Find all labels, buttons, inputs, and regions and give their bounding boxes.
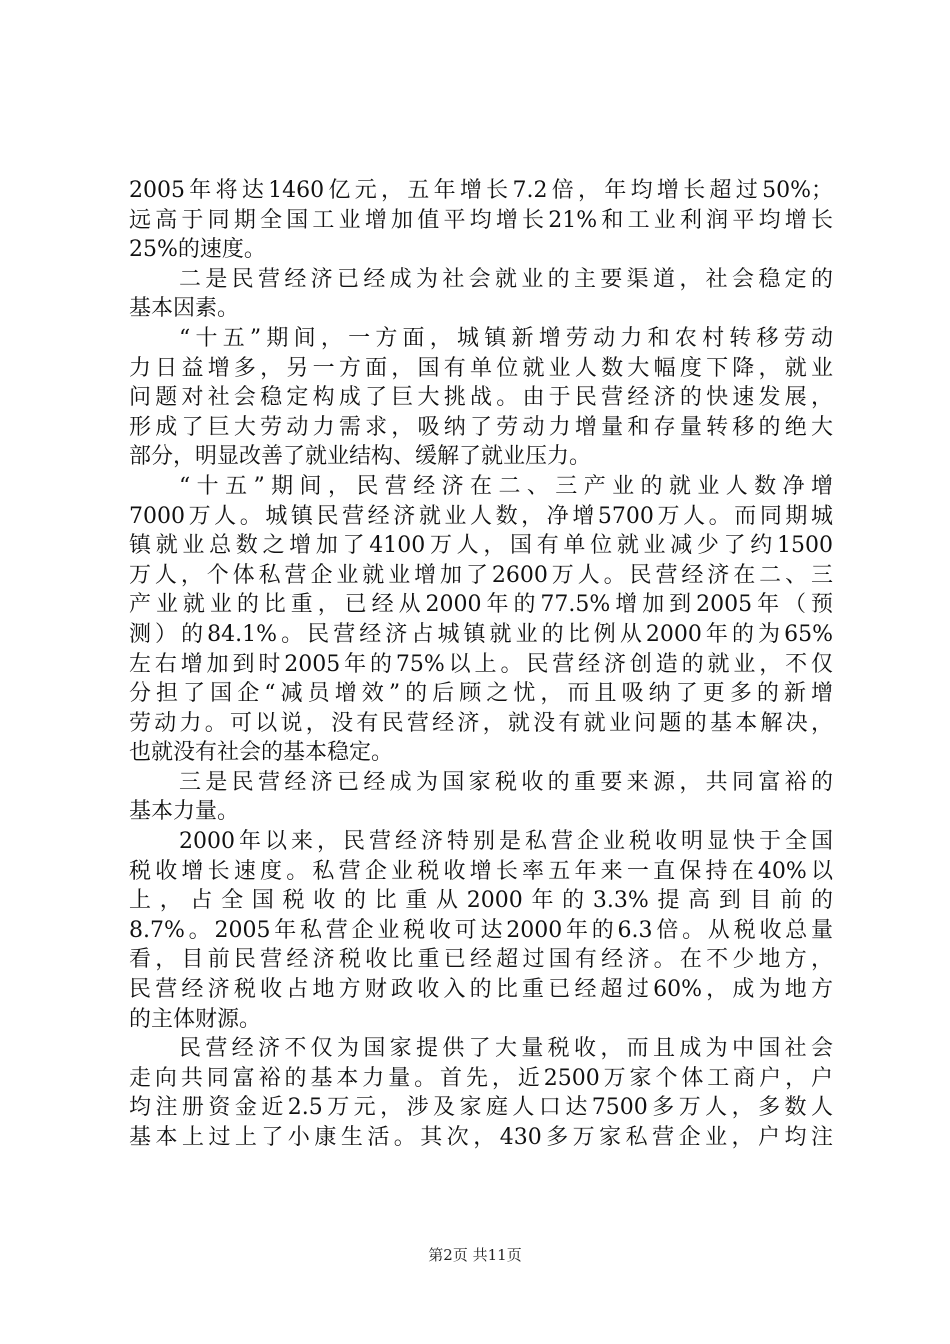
- text-line: 劳动力。可以说，没有民营经济，就没有就业问题的基本解决，: [129, 710, 833, 736]
- text-line: 也就没有社会的基本稳定。: [129, 740, 394, 766]
- text-line: 民营经济不仅为国家提供了大量税收，而且成为中国社会: [179, 1036, 833, 1062]
- text-line: 税收增长速度。私营企业税收增长率五年来一直保持在40%以: [129, 858, 833, 884]
- text-line: 2005年将达1460亿元，五年增长7.2倍，年均增长超过50%；: [129, 178, 833, 203]
- text-line: 左右增加到时2005年的75%以上。民营经济创造的就业，不仅: [129, 651, 833, 677]
- text-line: 二是民营经济已经成为社会就业的主要渠道，社会稳定的: [179, 266, 833, 292]
- text-line: 镇就业总数之增加了4100万人，国有单位就业减少了约1500: [129, 533, 833, 559]
- text-line: 三是民营经济已经成为国家税收的重要来源，共同富裕的: [179, 769, 833, 795]
- text-line: 分担了国企“减员增效”的后顾之忧，而且吸纳了更多的新增: [129, 681, 833, 707]
- text-line: 部分，明显改善了就业结构、缓解了就业压力。: [129, 444, 592, 470]
- text-line: 走向共同富裕的基本力量。首先，近2500万家个体工商户，户: [129, 1065, 833, 1091]
- text-line: 8.7%。2005年私营企业税收可达2000年的6.3倍。从税收总量: [129, 917, 833, 943]
- text-line: “十五”期间，民营经济在二、三产业的就业人数净增: [179, 473, 833, 499]
- text-line: 基本力量。: [129, 799, 240, 825]
- text-line: 问题对社会稳定构成了巨大挑战。由于民营经济的快速发展，: [129, 385, 833, 411]
- text-line: 2000年以来，民营经济特别是私营企业税收明显快于全国: [179, 829, 833, 855]
- text-line: 万人，个体私营企业就业增加了2600万人。民营经济在二、三: [129, 562, 833, 588]
- text-line: 均注册资金近2.5万元，涉及家庭人口达7500多万人，多数人: [129, 1095, 833, 1121]
- text-line: 远高于同期全国工业增加值平均增长21%和工业利润平均增长: [129, 207, 833, 233]
- page-footer: 第2页 共11页: [428, 1246, 522, 1264]
- text-line: 测）的84.1%。民营经济占城镇就业的比例从2000年的为65%: [129, 621, 833, 647]
- text-line: 形成了巨大劳动力需求，吸纳了劳动力增量和存量转移的绝大: [129, 414, 833, 440]
- text-line: 民营经济税收占地方财政收入的比重已经超过60%，成为地方: [129, 977, 833, 1003]
- text-line: 力日益增多，另一方面，国有单位就业人数大幅度下降，就业: [129, 355, 833, 381]
- text-line: 看，目前民营经济税收比重已经超过国有经济。在不少地方，: [129, 947, 833, 973]
- text-line: 7000万人。城镇民营经济就业人数，净增5700万人。而同期城: [129, 503, 833, 529]
- text-line: “十五”期间，一方面，城镇新增劳动力和农村转移劳动: [179, 325, 833, 351]
- text-line: 25%的速度。: [129, 237, 266, 263]
- text-line: 上，占全国税收的比重从2000年的3.3%提高到目前的: [129, 888, 833, 914]
- text-line: 的主体财源。: [129, 1006, 262, 1032]
- text-line: 产业就业的比重，已经从2000年的77.5%增加到2005年（预: [129, 592, 833, 618]
- text-line: 基本因素。: [129, 296, 240, 322]
- text-line: 基本上过上了小康生活。其次，430多万家私营企业，户均注: [129, 1125, 833, 1150]
- document-body: [129, 176, 833, 1153]
